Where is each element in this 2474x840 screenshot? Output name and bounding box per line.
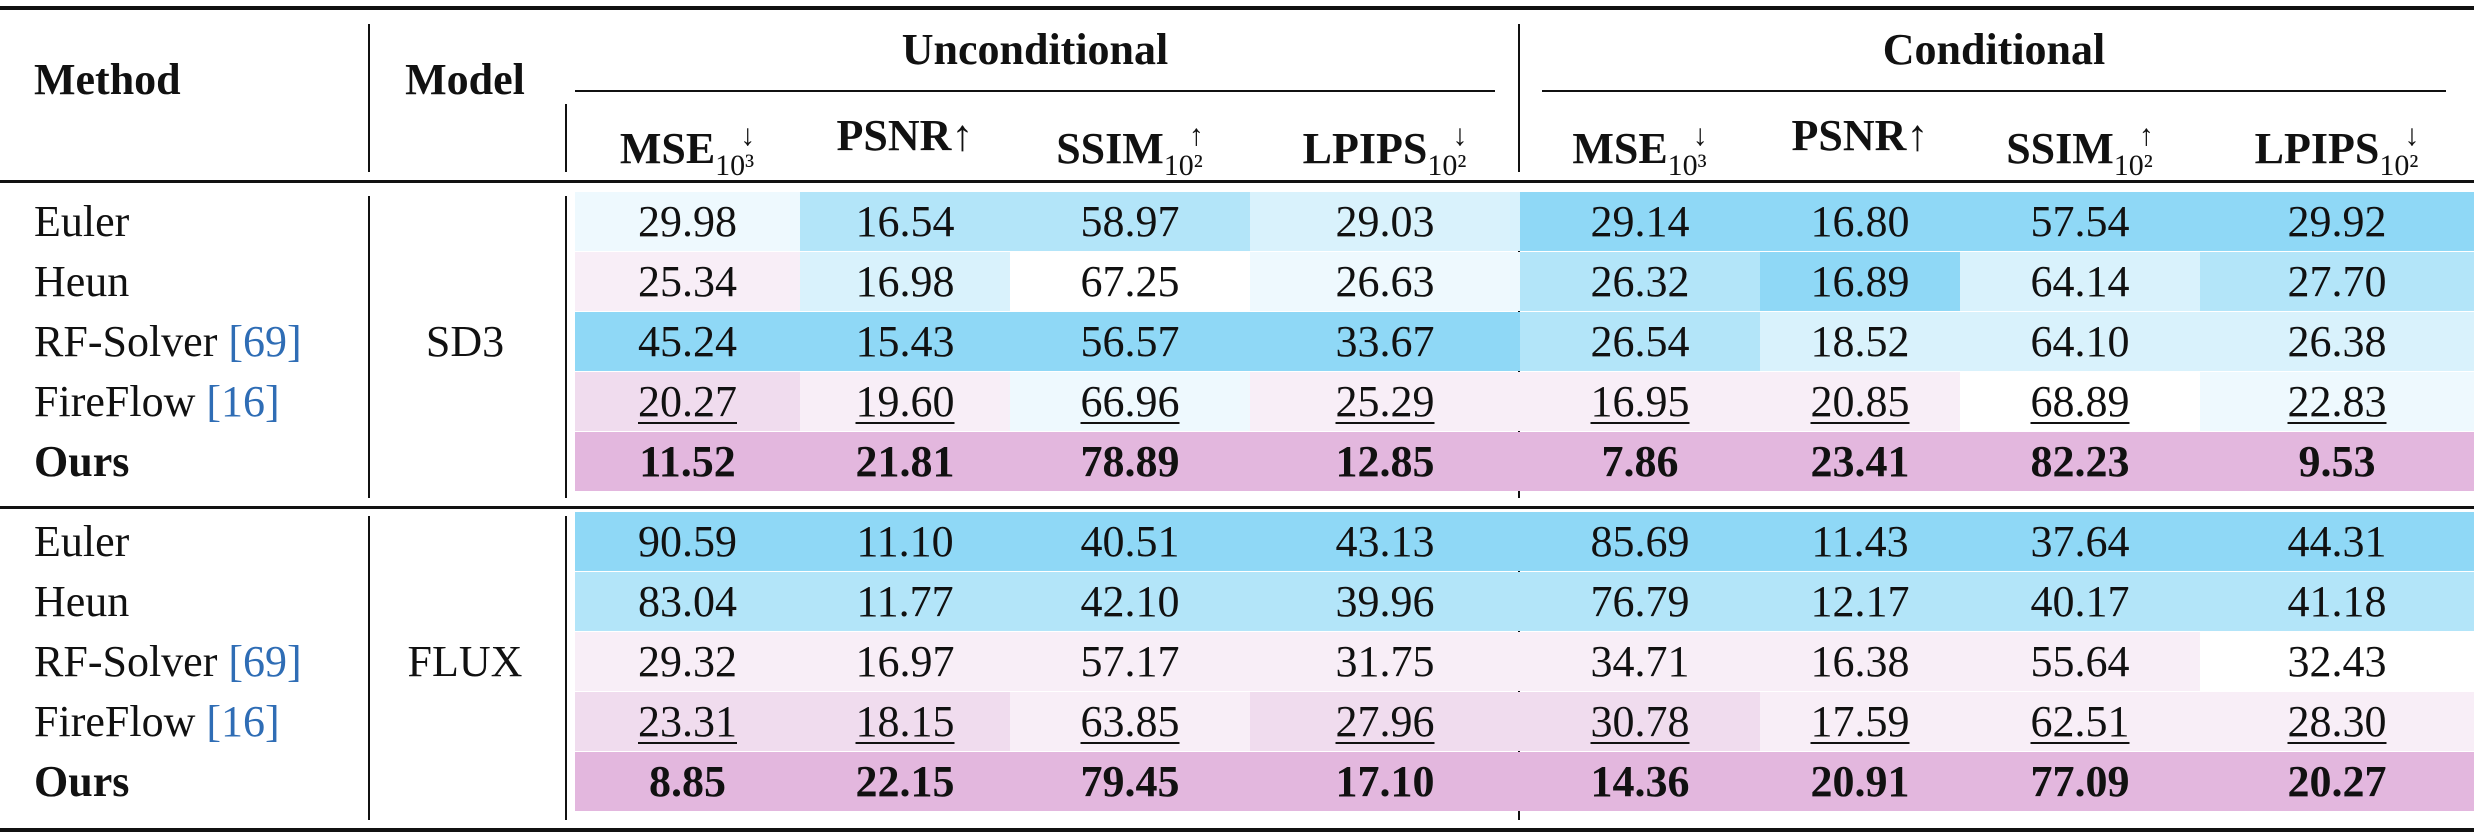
metric-name: MSE [1572, 124, 1668, 173]
metric-arrow-icon: ↑ [1906, 111, 1929, 160]
method-label [34, 372, 280, 431]
table-cell [800, 572, 1010, 631]
cell-value: 29.32 [638, 637, 737, 686]
cell-value: 64.10 [2030, 317, 2130, 366]
metric-direction-icon: ↓ [1452, 119, 1468, 152]
table-cell [1960, 512, 2200, 571]
cell-value: 9.53 [2298, 437, 2376, 486]
table-cell [1960, 252, 2200, 311]
vline-model-uncond-block2 [565, 516, 567, 820]
metric-scale: 10² [2379, 149, 2419, 182]
table-cell [1250, 312, 1520, 371]
metric-scale: 10² [1427, 149, 1467, 182]
cell-value: 7.86 [1601, 437, 1679, 486]
block-separator-rule [0, 506, 2474, 509]
cell-value: 57.17 [1080, 637, 1180, 686]
table-cell [1960, 372, 2200, 431]
cell-value: 12.85 [1335, 437, 1435, 486]
cell-value: 16.89 [1810, 257, 1910, 306]
metric-name: SSIM [2006, 124, 2114, 173]
cell-value: 15.43 [855, 317, 955, 366]
cell-value: 76.79 [1590, 577, 1690, 626]
table-cell [2200, 692, 2474, 751]
metric-direction-icon: ↓ [740, 119, 756, 152]
citation-link[interactable]: [16] [206, 697, 280, 746]
method-name: FireFlow [34, 377, 207, 426]
cell-value: 34.71 [1590, 637, 1690, 686]
top-rule [0, 6, 2474, 10]
table-cell [1520, 512, 1760, 571]
cell-value: 26.54 [1590, 317, 1690, 366]
metric-scale: 10² [2113, 149, 2153, 182]
cell-value: 45.24 [638, 317, 737, 366]
method-name: RF-Solver [34, 637, 229, 686]
table-cell [2200, 752, 2474, 811]
table-cell [1760, 752, 1960, 811]
table-cell [1010, 192, 1250, 251]
method-label [34, 512, 129, 571]
table-cell [575, 432, 800, 491]
method-name: Ours [34, 437, 130, 486]
cell-value: 26.32 [1590, 257, 1690, 306]
method-name: RF-Solver [34, 317, 229, 366]
table-cell [575, 372, 800, 431]
table-cell [575, 312, 800, 371]
metric-direction-icon: ↑ [1188, 119, 1204, 152]
method-name: Heun [34, 257, 130, 306]
table-cell [1760, 512, 1960, 571]
table-cell [800, 512, 1010, 571]
metric-name: LPIPS [2254, 124, 2380, 173]
table-cell [575, 252, 800, 311]
cell-value: 19.60 [855, 377, 955, 426]
table-cell [1960, 632, 2200, 691]
table-cell [1760, 372, 1960, 431]
table-cell [1520, 312, 1760, 371]
table-cell [2200, 252, 2474, 311]
table-cell [1250, 432, 1520, 491]
metric-name: LPIPS [1302, 124, 1428, 173]
metric-name: PSNR [1791, 111, 1907, 160]
model-column-header: Model [405, 55, 525, 104]
table-cell [1250, 512, 1520, 571]
cell-value: 11.10 [856, 517, 954, 566]
cell-value: 18.52 [1810, 317, 1910, 366]
table-cell [2200, 372, 2474, 431]
table-cell [800, 752, 1010, 811]
table-cell [575, 512, 800, 571]
metric-scale: 10² [1163, 149, 1203, 182]
table-cell [1010, 312, 1250, 371]
table-cell [1520, 432, 1760, 491]
metric-header-uncond-mse [575, 106, 800, 196]
table-cell [1760, 632, 1960, 691]
cond-cmidrule [1542, 90, 2446, 92]
table-cell [2200, 432, 2474, 491]
cell-value: 57.54 [2030, 197, 2130, 246]
table-cell [575, 692, 800, 751]
cell-value: 16.54 [855, 197, 955, 246]
table-cell [1250, 372, 1520, 431]
table-cell [1960, 692, 2200, 751]
table-cell [575, 752, 800, 811]
conditional-group-header: Conditional [1882, 25, 2106, 74]
cell-value: 55.64 [2030, 637, 2130, 686]
table-cell [1520, 372, 1760, 431]
table-cell [2200, 572, 2474, 631]
table-cell [2200, 312, 2474, 371]
vline-model-uncond-header [565, 104, 567, 172]
cell-value: 29.03 [1335, 197, 1435, 246]
table-cell [1520, 692, 1760, 751]
cell-value: 11.52 [639, 437, 736, 486]
citation-link[interactable]: [16] [206, 377, 280, 426]
metric-scale: 10³ [715, 149, 755, 182]
cell-value: 37.64 [2030, 517, 2130, 566]
metric-name: PSNR [836, 111, 952, 160]
cell-value: 43.13 [1335, 517, 1435, 566]
model-label-sd3: SD3 [425, 317, 505, 366]
cell-value: 26.63 [1335, 257, 1435, 306]
table-cell [1520, 192, 1760, 251]
table-cell [1250, 192, 1520, 251]
table-cell [1010, 432, 1250, 491]
cell-value: 20.27 [2287, 757, 2387, 806]
table-cell [1010, 752, 1250, 811]
table-cell [575, 572, 800, 631]
metric-header-cond-psnr [1760, 106, 1960, 166]
cell-value: 17.10 [1335, 757, 1435, 806]
cell-value: 22.83 [2287, 377, 2387, 426]
table-cell [1760, 432, 1960, 491]
table-cell [1520, 252, 1760, 311]
cell-value: 66.96 [1080, 377, 1180, 426]
table-cell [2200, 192, 2474, 251]
cell-value: 21.81 [855, 437, 955, 486]
method-name: Euler [34, 197, 130, 246]
table-cell [2200, 632, 2474, 691]
table-cell [2200, 512, 2474, 571]
cell-value: 58.97 [1080, 197, 1180, 246]
cell-value: 56.57 [1080, 317, 1180, 366]
cell-value: 41.18 [2287, 577, 2387, 626]
table-cell [1760, 692, 1960, 751]
table-cell [1960, 192, 2200, 251]
vline-method-model-header [368, 24, 370, 172]
cell-value: 16.95 [1590, 377, 1690, 426]
citation-link[interactable]: [69] [228, 637, 302, 686]
cell-value: 78.89 [1080, 437, 1180, 486]
metric-arrow-icon: ↑ [951, 111, 974, 160]
cell-value: 44.31 [2287, 517, 2387, 566]
cell-value: 17.59 [1810, 697, 1910, 746]
method-name: Euler [34, 517, 130, 566]
metric-header-uncond-ssim [1010, 106, 1250, 196]
cell-value: 16.80 [1810, 197, 1910, 246]
method-name: Ours [34, 757, 130, 806]
cell-value: 23.31 [638, 697, 737, 746]
cell-value: 40.51 [1080, 517, 1180, 566]
citation-link[interactable]: [69] [228, 317, 302, 366]
cell-value: 63.85 [1080, 697, 1180, 746]
vline-model-uncond-block1 [565, 196, 567, 498]
cell-value: 25.29 [1335, 377, 1435, 426]
cell-value: 8.85 [649, 757, 726, 806]
cell-value: 12.17 [1810, 577, 1910, 626]
cell-value: 16.98 [855, 257, 955, 306]
table-cell [1250, 632, 1520, 691]
cell-value: 28.30 [2287, 697, 2387, 746]
cell-value: 31.75 [1335, 637, 1435, 686]
table-cell [1010, 372, 1250, 431]
model-label-flux: FLUX [407, 637, 523, 686]
table-cell [800, 312, 1010, 371]
cell-value: 18.15 [855, 697, 955, 746]
method-label [34, 572, 129, 631]
table-cell [1250, 572, 1520, 631]
table-cell [1010, 632, 1250, 691]
metric-direction-icon: ↓ [2404, 119, 2420, 152]
cell-value: 90.59 [638, 517, 737, 566]
cell-value: 68.89 [2030, 377, 2130, 426]
cell-value: 16.97 [855, 637, 955, 686]
cell-value: 39.96 [1335, 577, 1435, 626]
cell-value: 30.78 [1590, 697, 1690, 746]
method-label [34, 432, 129, 491]
table-cell [1960, 572, 2200, 631]
metric-header-uncond-lpips [1250, 106, 1520, 196]
cell-value: 29.14 [1590, 197, 1690, 246]
metric-scale: 10³ [1667, 149, 1707, 182]
metric-header-cond-ssim [1960, 106, 2200, 196]
cell-value: 11.43 [1811, 517, 1909, 566]
table-cell [1010, 692, 1250, 751]
metric-name: SSIM [1056, 124, 1164, 173]
table-cell [1960, 432, 2200, 491]
table-cell [1960, 312, 2200, 371]
table-cell [1760, 192, 1960, 251]
cell-value: 83.04 [638, 577, 737, 626]
table-cell [1960, 752, 2200, 811]
cell-value: 85.69 [1590, 517, 1690, 566]
bottom-rule [0, 828, 2474, 832]
table-cell [575, 632, 800, 691]
cell-value: 14.36 [1590, 757, 1690, 806]
cell-value: 62.51 [2030, 697, 2130, 746]
cell-value: 29.98 [638, 197, 737, 246]
table-cell [1010, 572, 1250, 631]
uncond-cmidrule [575, 90, 1495, 92]
table-cell [1520, 572, 1760, 631]
table-cell [1010, 252, 1250, 311]
cell-value: 33.67 [1335, 317, 1435, 366]
cell-value: 67.25 [1080, 257, 1180, 306]
table-cell [800, 692, 1010, 751]
unconditional-group-header: Unconditional [901, 25, 1169, 74]
method-name: Heun [34, 577, 130, 626]
method-label [34, 692, 280, 751]
method-label [34, 312, 302, 371]
method-label [34, 252, 129, 311]
method-column-header: Method [34, 55, 181, 104]
cell-value: 26.38 [2287, 317, 2387, 366]
metric-direction-icon: ↑ [2138, 119, 2154, 152]
table-cell [800, 252, 1010, 311]
cell-value: 22.15 [855, 757, 955, 806]
method-label [34, 752, 129, 811]
metric-name: MSE [619, 124, 716, 173]
cell-value: 27.96 [1335, 697, 1435, 746]
cell-value: 20.27 [638, 377, 737, 426]
table-cell [1520, 632, 1760, 691]
cell-value: 20.91 [1810, 757, 1910, 806]
metric-header-cond-lpips [2200, 106, 2474, 196]
table-cell [1250, 752, 1520, 811]
cell-value: 79.45 [1080, 757, 1180, 806]
cell-value: 11.77 [856, 577, 954, 626]
cell-value: 20.85 [1810, 377, 1910, 426]
table-cell [575, 192, 800, 251]
table-cell [1760, 572, 1960, 631]
metric-header-uncond-psnr [800, 106, 1010, 166]
method-name: FireFlow [34, 697, 207, 746]
table-cell [1250, 692, 1520, 751]
cell-value: 42.10 [1080, 577, 1180, 626]
table-cell [1760, 312, 1960, 371]
cell-value: 64.14 [2030, 257, 2130, 306]
table-cell [800, 632, 1010, 691]
method-label [34, 632, 302, 691]
cell-value: 82.23 [2030, 437, 2130, 486]
table-cell [1520, 752, 1760, 811]
cell-value: 16.38 [1810, 637, 1910, 686]
table-cell [1010, 512, 1250, 571]
table-cell [1250, 252, 1520, 311]
table-cell [1760, 252, 1960, 311]
cell-value: 27.70 [2287, 257, 2387, 306]
method-label [34, 192, 129, 251]
cell-value: 32.43 [2287, 637, 2387, 686]
metric-header-cond-mse [1520, 106, 1760, 196]
table-cell [800, 432, 1010, 491]
table-cell [800, 372, 1010, 431]
cell-value: 40.17 [2030, 577, 2130, 626]
cell-value: 77.09 [2030, 757, 2130, 806]
table-cell [800, 192, 1010, 251]
cell-value: 29.92 [2287, 197, 2387, 246]
cell-value: 25.34 [638, 257, 737, 306]
cell-value: 23.41 [1810, 437, 1910, 486]
metric-direction-icon: ↓ [1692, 119, 1708, 152]
